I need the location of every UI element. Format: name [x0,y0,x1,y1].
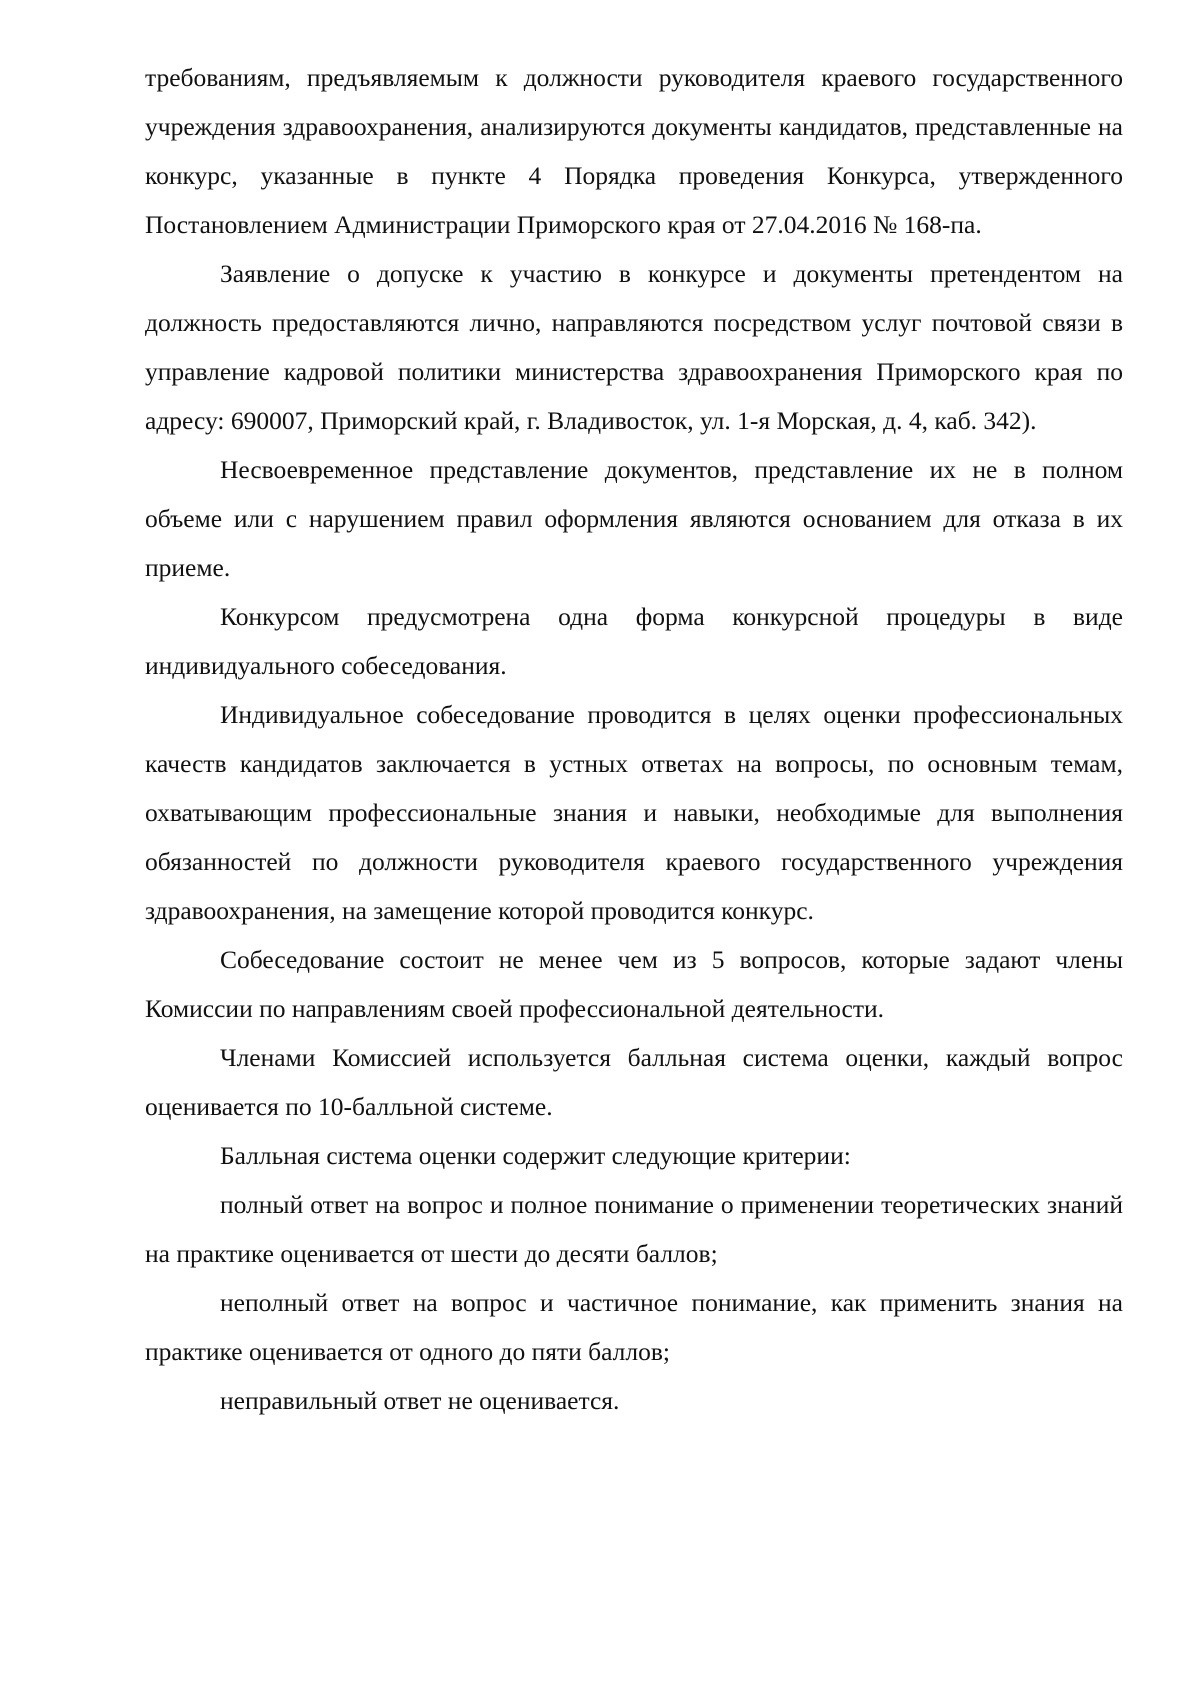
paragraph-continuation: требованиям, предъявляемым к должности руководителя краевого государственного учреждения здравоохранения, анализируются документы кандидатов, представленные на конкурс, указанные в пункте 4 Порядка проведения Конкурса, утвержденного Постановлением Администрации Приморского края от 27.04.2016 № 168-па. [145,63,1123,239]
paragraph-criterion-wrong: неправильный ответ не оценивается. [220,1386,620,1415]
paragraph-individual-interview: Индивидуальное собеседование проводится в целях оценки профессиональных качеств кандидатов заключается в устных ответах на вопросы, по основным темам, охватывающим профессиональные знания и навыки, необходимые для выполнения обязанностей по должности руководителя краевого государственного учреждения здравоохранения, на замещение которой проводится конкурс. [145,700,1123,925]
paragraph-late-submission: Несвоевременное представление документов, представление их не в полном объеме или с нарушением правил оформления являются основанием для отказа в их приеме. [145,455,1123,582]
paragraph-scoring-system: Членами Комиссией используется балльная система оценки, каждый вопрос оценивается по 10-балльной системе. [145,1043,1123,1121]
paragraph-procedure-form: Конкурсом предусмотрена одна форма конкурсной процедуры в виде индивидуального собеседования. [145,602,1123,680]
paragraph-criteria-intro: Балльная система оценки содержит следующие критерии: [220,1141,851,1170]
paragraph-application-submission: Заявление о допуске к участию в конкурсе и документы претендентом на должность предоставляются лично, направляются посредством услуг почтовой связи в управление кадровой политики министерства здравоохранения Приморского края по адресу: 690007, Приморский край, г. Владивосток, ул. 1-я Морская, д. 4, каб. 342). [145,259,1123,435]
paragraph-criterion-partial: неполный ответ на вопрос и частичное понимание, как применить знания на практике оценивается от одного до пяти баллов; [145,1288,1123,1366]
paragraph-interview-questions: Собеседование состоит не менее чем из 5 вопросов, которые задают члены Комиссии по направлениям своей профессиональной деятельности. [145,945,1123,1023]
paragraph-criterion-full: полный ответ на вопрос и полное понимание о применении теоретических знаний на практике оценивается от шести до десяти баллов; [145,1190,1123,1268]
document-body [145,53,1123,1425]
